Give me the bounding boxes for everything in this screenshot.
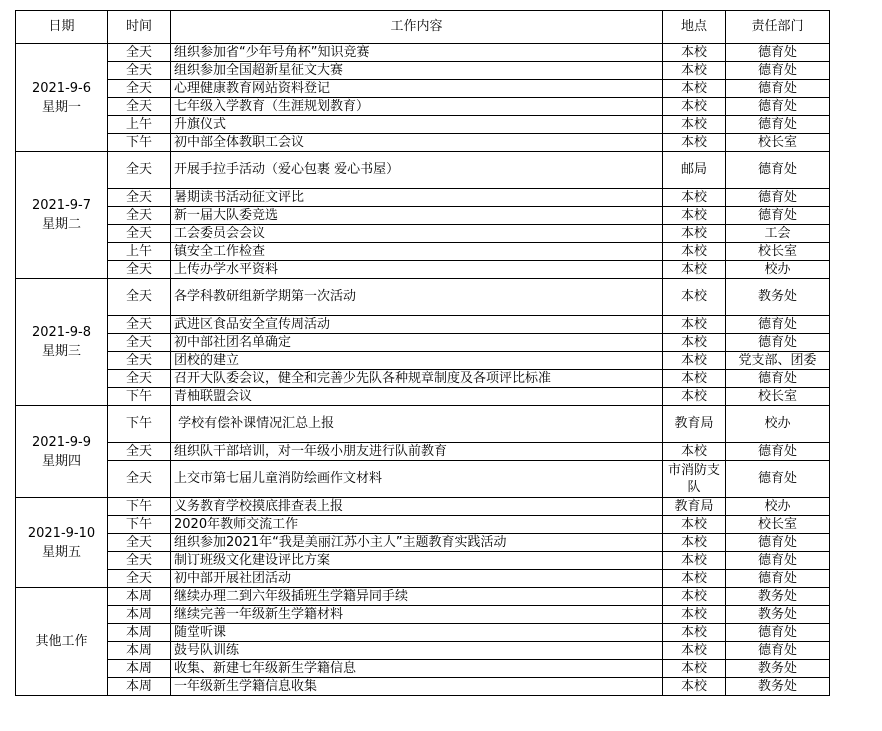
dept-cell: 教务处 [726,678,830,696]
time-cell: 全天 [108,44,171,62]
time-cell: 全天 [108,552,171,570]
date-text: 2021-9-10 [27,525,96,541]
table-row [16,243,830,261]
date-text: 2021-9-9 [31,434,91,450]
place-cell: 本校 [663,225,726,243]
dept-cell: 德育处 [726,207,830,225]
date-text: 2021-9-6 [31,80,91,96]
time-cell: 全天 [108,152,171,189]
content-cell: 组织参加省“少年号角杯”知识竞赛 [171,44,663,62]
place-cell: 本校 [663,678,726,696]
date-text: 2021-9-8 [31,325,91,340]
table-row [16,98,830,116]
place-cell: 本校 [663,443,726,461]
place-cell: 本校 [663,570,726,588]
time-cell: 上午 [108,243,171,261]
content-cell: 学校有偿补课情况汇总上报 [171,406,663,443]
table-row [16,80,830,98]
dept-cell: 工会 [726,225,830,243]
dept-cell: 校办 [726,261,830,279]
table-row [16,134,830,152]
place-cell: 本校 [663,279,726,316]
dept-cell: 教务处 [726,279,830,316]
dept-cell: 德育处 [726,642,830,660]
place-cell: 本校 [663,388,726,406]
place-cell: 本校 [663,134,726,152]
time-cell: 上午 [108,116,171,134]
time-cell: 下午 [108,516,171,534]
place-cell: 本校 [663,44,726,62]
dept-cell: 德育处 [726,116,830,134]
dept-cell: 教务处 [726,588,830,606]
time-cell: 全天 [108,461,171,498]
place-cell: 教育局 [663,498,726,516]
place-cell: 本校 [663,207,726,225]
place-cell: 本校 [663,588,726,606]
dept-cell: 德育处 [726,552,830,570]
dept-cell: 校办 [726,406,830,443]
time-cell: 全天 [108,352,171,370]
time-cell: 全天 [108,570,171,588]
content-cell: 镇安全工作检查 [171,243,663,261]
place-cell: 市消防支队 [663,461,726,498]
date-cell [16,44,108,152]
content-cell: 新一届大队委竞选 [171,207,663,225]
dept-cell: 校长室 [726,243,830,261]
content-cell: 初中部开展社团活动 [171,570,663,588]
content-cell: 初中部全体教职工会议 [171,134,663,152]
time-cell: 下午 [108,406,171,443]
header-content: 工作内容 [171,11,663,44]
dept-cell: 党支部、团委 [726,352,830,370]
place-cell: 本校 [663,116,726,134]
table-row [16,678,830,696]
time-cell: 全天 [108,98,171,116]
table-row [16,370,830,388]
content-cell: 鼓号队训练 [171,642,663,660]
place-cell: 本校 [663,552,726,570]
time-cell: 本周 [108,678,171,696]
table-row [16,534,830,552]
time-cell: 本周 [108,588,171,606]
content-cell: 开展手拉手活动（爱心包裹 爱心书屋） [171,152,663,189]
time-cell: 全天 [108,207,171,225]
time-cell: 本周 [108,606,171,624]
content-cell: 收集、新建七年级新生学籍信息 [171,660,663,678]
place-cell: 邮局 [663,152,726,189]
table-row [16,62,830,80]
place-cell: 本校 [663,642,726,660]
time-cell: 全天 [108,62,171,80]
content-cell: 随堂听课 [171,624,663,642]
content-cell: 升旗仪式 [171,116,663,134]
table-row [16,660,830,678]
content-cell: 七年级入学教育（生涯规划教育） [171,98,663,116]
header-place: 地点 [663,11,726,44]
date-text: 2021-9-7 [31,198,91,213]
table-row [16,388,830,406]
schedule-table [15,10,830,696]
place-cell: 本校 [663,189,726,207]
time-cell: 下午 [108,388,171,406]
time-cell: 下午 [108,134,171,152]
place-cell: 教育局 [663,406,726,443]
place-cell: 本校 [663,62,726,80]
table-row [16,261,830,279]
table-row [16,606,830,624]
table-row [16,588,830,606]
time-cell: 全天 [108,316,171,334]
table-row [16,406,830,443]
date-cell [16,588,108,696]
table-row [16,279,830,316]
time-cell: 全天 [108,225,171,243]
table-row [16,152,830,189]
table-row [16,316,830,334]
dept-cell: 德育处 [726,44,830,62]
place-cell: 本校 [663,334,726,352]
content-cell: 团校的建立 [171,352,663,370]
content-cell: 武进区食品安全宣传周活动 [171,316,663,334]
dept-cell: 德育处 [726,152,830,189]
date-cell [16,152,108,279]
place-cell: 本校 [663,316,726,334]
content-cell: 各学科教研组新学期第一次活动 [171,279,663,316]
date-cell [16,406,108,498]
time-cell: 本周 [108,642,171,660]
place-cell: 本校 [663,80,726,98]
table-row [16,225,830,243]
content-cell: 上传办学水平资料 [171,261,663,279]
time-cell: 全天 [108,370,171,388]
weekday-text: 星期五 [41,544,81,560]
dept-cell: 德育处 [726,80,830,98]
dept-cell: 教务处 [726,606,830,624]
table-row [16,189,830,207]
content-cell: 继续办理二到六年级插班生学籍异同手续 [171,588,663,606]
header-time: 时间 [108,11,171,44]
dept-cell: 校长室 [726,388,830,406]
table-row [16,498,830,516]
content-cell: 上交市第七届儿童消防绘画作文材料 [171,461,663,498]
dept-cell: 德育处 [726,370,830,388]
content-cell: 组织参加全国超新星征文大赛 [171,62,663,80]
time-cell: 本周 [108,624,171,642]
place-cell: 本校 [663,98,726,116]
content-cell: 义务教育学校摸底排查表上报 [171,498,663,516]
weekday-text: 星期一 [41,99,81,115]
dept-cell: 德育处 [726,461,830,498]
table-row [16,207,830,225]
time-cell: 全天 [108,261,171,279]
weekday-text: 星期二 [41,217,81,232]
place-cell: 本校 [663,261,726,279]
content-cell: 工会委员会会议 [171,225,663,243]
time-cell: 本周 [108,660,171,678]
table-row [16,334,830,352]
content-cell: 制订班级文化建设评比方案 [171,552,663,570]
table-row [16,44,830,62]
date-cell [16,498,108,588]
dept-cell: 教务处 [726,660,830,678]
place-cell: 本校 [663,370,726,388]
time-cell: 下午 [108,498,171,516]
place-cell: 本校 [663,624,726,642]
table-row [16,516,830,534]
place-cell: 本校 [663,606,726,624]
content-cell: 召开大队委会议，健全和完善少先队各种规章制度及各项评比标准 [171,370,663,388]
weekday-text: 星期三 [41,344,81,359]
content-cell: 心理健康教育网站资料登记 [171,80,663,98]
content-cell: 继续完善一年级新生学籍材料 [171,606,663,624]
table-row [16,552,830,570]
table-row [16,642,830,660]
place-cell: 本校 [663,660,726,678]
dept-cell: 校长室 [726,134,830,152]
dept-cell: 德育处 [726,443,830,461]
dept-cell: 德育处 [726,624,830,642]
table-row [16,443,830,461]
content-cell: 青柚联盟会议 [171,388,663,406]
date-cell [16,279,108,406]
content-cell: 组织参加2021年“我是美丽江苏小主人”主题教育实践活动 [171,534,663,552]
table-row [16,116,830,134]
time-cell: 全天 [108,443,171,461]
time-cell: 全天 [108,80,171,98]
table-row [16,461,830,498]
time-cell: 全天 [108,334,171,352]
table-row [16,624,830,642]
dept-cell: 德育处 [726,534,830,552]
place-cell: 本校 [663,243,726,261]
table-row [16,570,830,588]
weekday-text: 星期四 [41,453,81,469]
header-row [16,11,830,44]
header-dept: 责任部门 [726,11,830,44]
dept-cell: 德育处 [726,98,830,116]
time-cell: 全天 [108,189,171,207]
dept-cell: 校办 [726,498,830,516]
time-cell: 全天 [108,279,171,316]
table-row [16,352,830,370]
dept-cell: 德育处 [726,334,830,352]
date-text: 其他工作 [35,634,88,649]
content-cell: 初中部社团名单确定 [171,334,663,352]
dept-cell: 德育处 [726,62,830,80]
dept-cell: 德育处 [726,570,830,588]
dept-cell: 校长室 [726,516,830,534]
place-cell: 本校 [663,534,726,552]
dept-cell: 德育处 [726,189,830,207]
time-cell: 全天 [108,534,171,552]
content-cell: 组织队干部培训，对一年级小朋友进行队前教育 [171,443,663,461]
place-cell: 本校 [663,516,726,534]
place-cell: 本校 [663,352,726,370]
content-cell: 一年级新生学籍信息收集 [171,678,663,696]
header-date: 日期 [16,11,108,44]
dept-cell: 德育处 [726,316,830,334]
content-cell: 2020年教师交流工作 [171,516,663,534]
content-cell: 暑期读书活动征文评比 [171,189,663,207]
